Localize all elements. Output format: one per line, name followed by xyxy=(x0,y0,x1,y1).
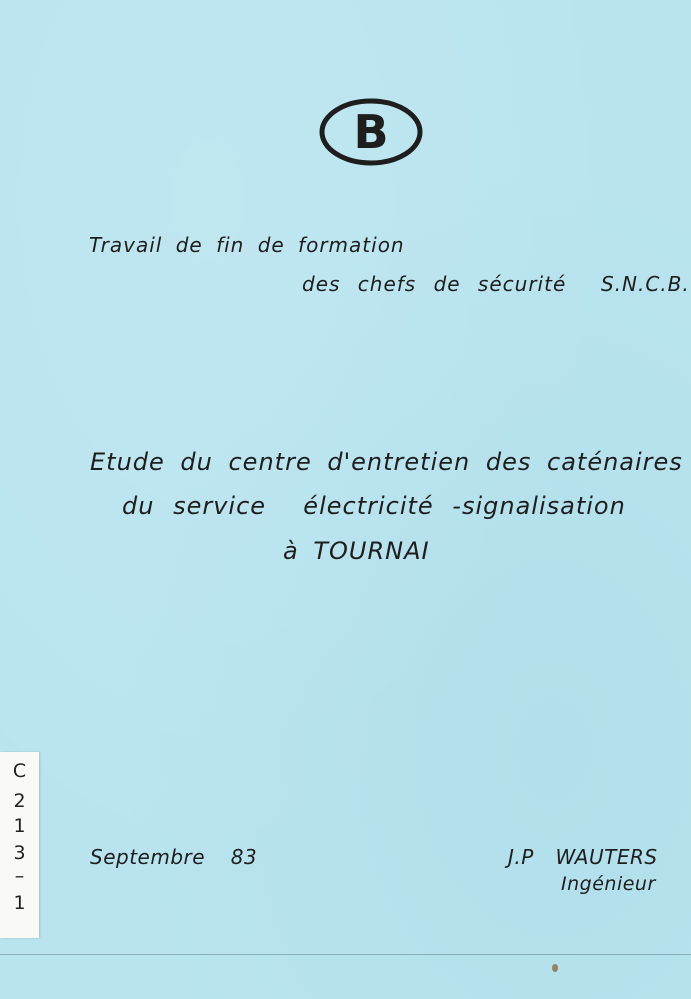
title-line-2: du service électricité -signalisation xyxy=(122,492,626,520)
author-role: Ingénieur xyxy=(561,873,656,895)
label-char: 1 xyxy=(13,815,26,837)
subtitle-line-1: Travail de fin de formation xyxy=(89,233,405,257)
bottom-rule xyxy=(0,954,691,955)
publication-date: Septembre 83 xyxy=(90,845,258,869)
label-char: C xyxy=(12,760,27,782)
logo-letter: B xyxy=(353,105,389,159)
paper-stain xyxy=(552,964,558,972)
subtitle-line-2: des chefs de sécurité S.N.C.B. xyxy=(302,272,690,296)
title-line-3: à TOURNAI xyxy=(283,537,430,565)
label-char: 1 xyxy=(13,892,26,914)
sncb-logo-icon xyxy=(319,97,423,167)
label-char: 2 xyxy=(13,790,26,812)
title-line-1: Etude du centre d'entretien des caténaires xyxy=(90,448,683,476)
label-char: 3 xyxy=(13,842,26,864)
label-char: – xyxy=(14,865,25,887)
author-name: J.P WAUTERS xyxy=(508,845,658,869)
shelf-call-number-label xyxy=(0,752,39,938)
